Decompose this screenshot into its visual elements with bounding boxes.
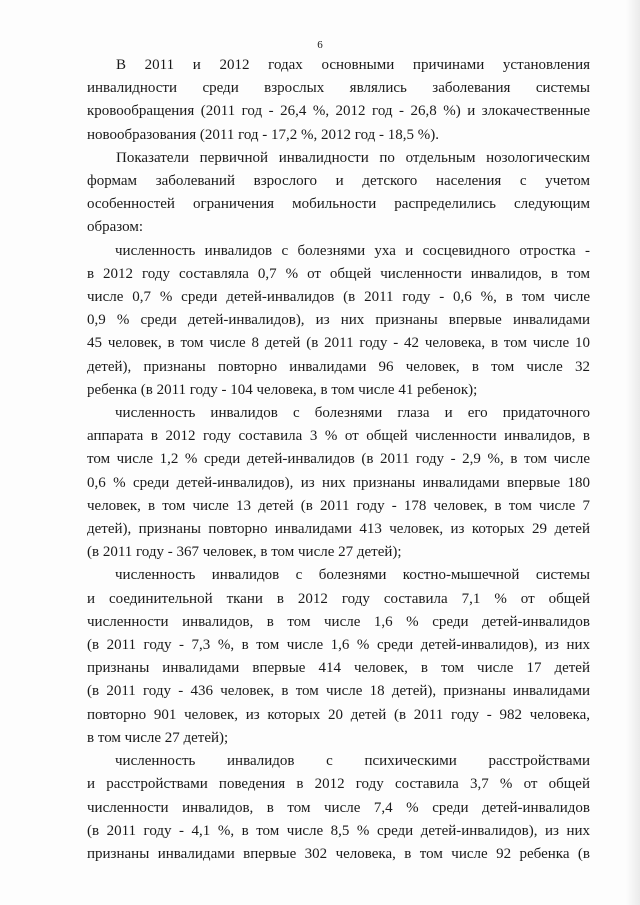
text-line: детей), признаны повторно инвалидами 413 человек, из которых 29 детей bbox=[87, 521, 590, 538]
text-line: образом: bbox=[87, 219, 144, 236]
text-line: детей), признаны повторно инвалидами 96 человек, в том числе 32 bbox=[87, 358, 590, 375]
page-number: 6 bbox=[317, 39, 323, 51]
text-line: человек, в том числе 13 детей (в 2011 году - 178 человек, в том числе 7 bbox=[87, 497, 590, 514]
text-line: новообразования (2011 год - 17,2 %, 2012 год - 18,5 %). bbox=[87, 126, 440, 143]
text-line: (в 2011 году - 4,1 %, в том числе 8,5 % среди детей-инвалидов), из них bbox=[87, 822, 590, 839]
text-line: в 2012 году составляла 0,7 % от общей численности инвалидов, в том bbox=[87, 265, 590, 282]
text-line: и соединительной ткани в 2012 году составила 7,1 % от общей bbox=[87, 590, 590, 607]
text-line: том числе 1,2 % среди детей-инвалидов (в 2011 году - 2,9 %, в том числе bbox=[87, 451, 590, 468]
text-line: (в 2011 году - 436 человек, в том числе 18 детей), признаны инвалидами bbox=[87, 683, 590, 700]
text-line: кровообращения (2011 год - 26,4 %, 2012 год - 26,8 %) и злокачественные bbox=[87, 103, 590, 120]
text-line: повторно 901 человек, из которых 20 детей (в 2011 году - 982 человека, bbox=[87, 706, 590, 723]
text-line: Показатели первичной инвалидности по отдельным нозологическим bbox=[116, 149, 590, 166]
text-line: численности инвалидов, в том числе 1,6 % среди детей-инвалидов bbox=[87, 613, 590, 630]
text-line: особенностей ограничения мобильности распределились следующим bbox=[87, 196, 590, 213]
text-line: (в 2011 году - 7,3 %, в том числе 1,6 % среди детей-инвалидов), из них bbox=[87, 637, 590, 654]
paragraph-eye-diseases bbox=[87, 402, 590, 564]
text-line: численности инвалидов, в том числе 7,4 % среди детей-инвалидов bbox=[87, 799, 590, 816]
paragraph-ear-diseases bbox=[87, 240, 590, 402]
text-line: В 2011 и 2012 годах основными причинами установления bbox=[116, 57, 590, 73]
text-line: в том числе 27 детей); bbox=[87, 729, 229, 746]
text-line: численность инвалидов с болезнями уха и сосцевидного отростка - bbox=[115, 242, 590, 259]
text-line: и расстройствами поведения в 2012 году составила 3,7 % от общей bbox=[87, 776, 590, 793]
text-line: признаны инвалидами впервые 302 человека, в том числе 92 ребенка (в bbox=[87, 845, 590, 862]
page-edge-shadow bbox=[626, 0, 640, 905]
text-line: 0,6 % среди детей-инвалидов), из них признаны инвалидами впервые 180 bbox=[87, 474, 590, 491]
text-line: признаны инвалидами впервые 414 человек, в том числе 17 детей bbox=[87, 660, 590, 677]
paragraph-nosology-intro bbox=[87, 147, 590, 240]
paragraph-mental-disorders bbox=[87, 750, 590, 866]
text-line: инвалидности среди взрослых являлись заболевания системы bbox=[87, 80, 590, 97]
paragraph-causes-2011-2012 bbox=[87, 54, 590, 147]
document-body bbox=[87, 54, 590, 866]
text-line: ребенка (в 2011 году - 104 человека, в том числе 41 ребенок); bbox=[87, 381, 478, 398]
text-line: (в 2011 году - 367 человек, в том числе 27 детей); bbox=[87, 544, 402, 561]
text-line: аппарата в 2012 году составила 3 % от общей численности инвалидов, в bbox=[87, 428, 590, 445]
text-line: формам заболеваний взрослого и детского населения с учетом bbox=[87, 173, 590, 190]
text-line: 0,9 % среди детей-инвалидов), из них признаны впервые инвалидами bbox=[87, 312, 590, 329]
text-line: численность инвалидов с болезнями костно-мышечной системы bbox=[115, 567, 590, 584]
text-line: численность инвалидов с психическими расстройствами bbox=[115, 753, 590, 770]
text-line: числе 0,7 % среди детей-инвалидов (в 2011 году - 0,6 %, в том числе bbox=[87, 289, 590, 306]
text-line: численность инвалидов с болезнями глаза и его придаточного bbox=[115, 405, 590, 422]
text-line: 45 человек, в том числе 8 детей (в 2011 году - 42 человека, в том числе 10 bbox=[87, 335, 590, 352]
paragraph-musculoskeletal-diseases bbox=[87, 564, 590, 750]
